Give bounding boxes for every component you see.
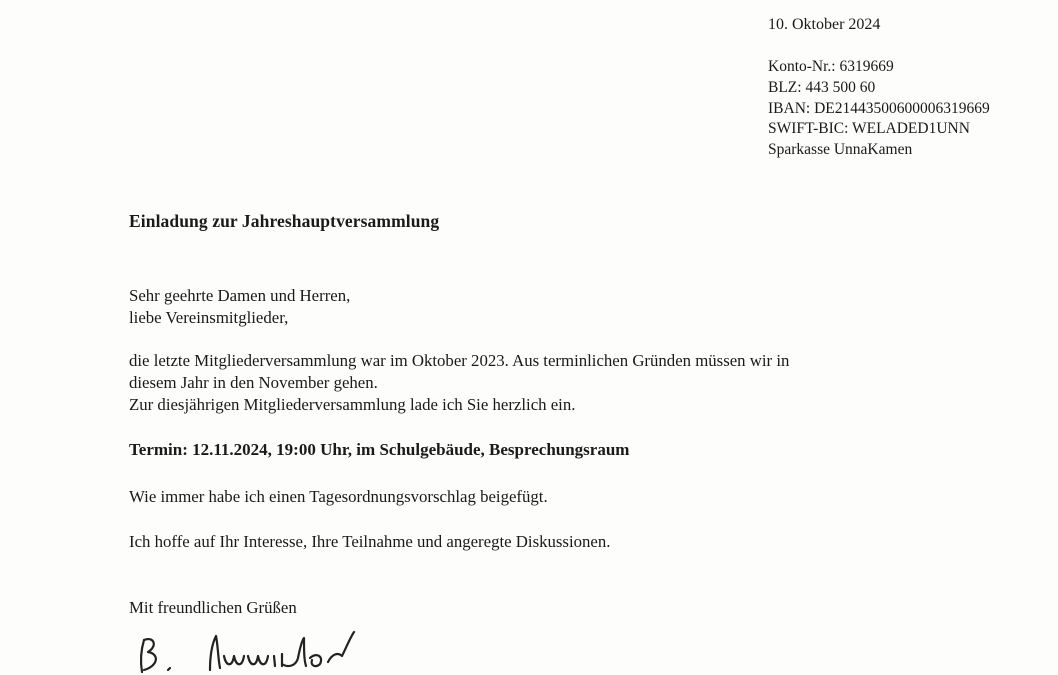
bank-name: Sparkasse UnnaKamen [768, 141, 913, 159]
body-line: diesem Jahr in den November gehen. [129, 373, 378, 392]
handwritten-signature [132, 626, 412, 675]
salutation-line: liebe Vereinsmitglieder, [129, 308, 289, 327]
letter-date: 10. Oktober 2024 [768, 16, 881, 33]
agenda-note: Wie immer habe ich einen Tagesordnungsvorschlag beigefügt. [129, 487, 548, 506]
salutation [129, 285, 350, 329]
swift-bic: SWIFT-BIC: WELADED1UNN [768, 120, 970, 138]
body-line: Zur diesjährigen Mitgliederversammlung lade ich Sie herzlich ein. [129, 395, 576, 414]
bank-details [768, 57, 990, 161]
meeting-appointment: Termin: 12.11.2024, 19:00 Uhr, im Schulgebäude, Besprechungsraum [129, 440, 630, 459]
letter-subject: Einladung zur Jahreshauptversammlung [129, 211, 440, 231]
closing-greeting: Mit freundlichen Grüßen [129, 598, 297, 617]
salutation-line: Sehr geehrte Damen und Herren, [129, 286, 351, 305]
account-number: Konto-Nr.: 6319669 [768, 58, 894, 75]
bank-code: BLZ: 443 500 60 [768, 78, 876, 96]
iban: IBAN: DE21443500600006319669 [768, 99, 990, 117]
body-line: die letzte Mitgliederversammlung war im Oktober 2023. Aus terminlichen Gründen müssen wir in [129, 351, 790, 370]
body-paragraph [129, 350, 789, 416]
hope-sentence: Ich hoffe auf Ihr Interesse, Ihre Teilnahme und angeregte Diskussionen. [129, 532, 611, 551]
